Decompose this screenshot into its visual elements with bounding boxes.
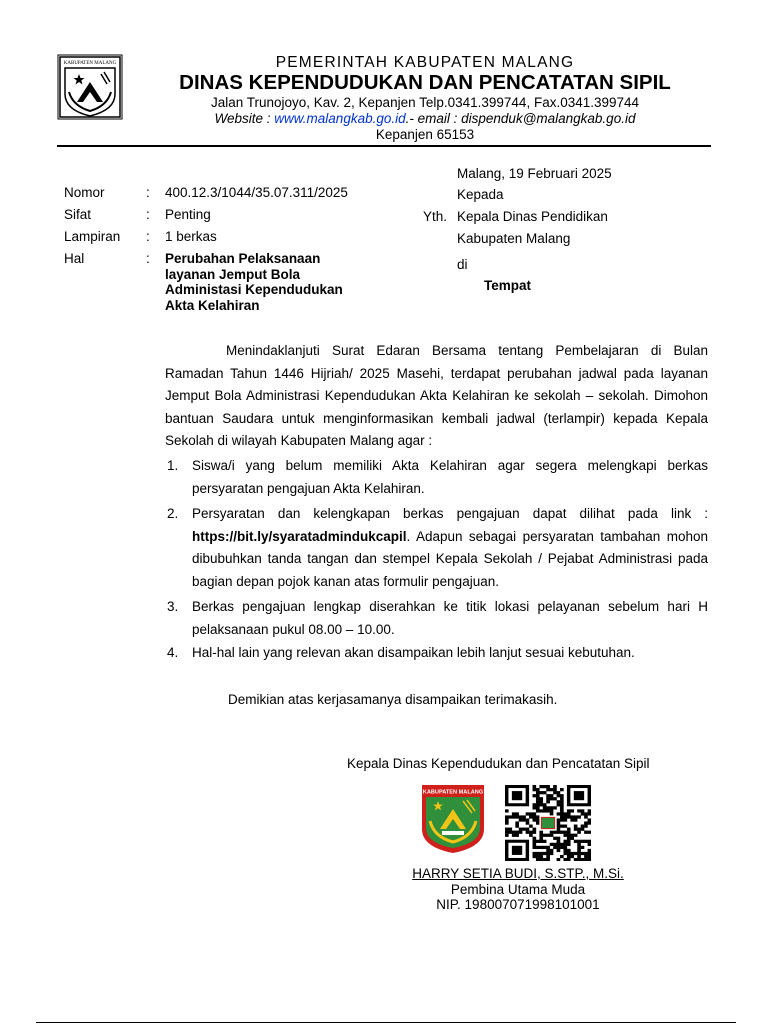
agency-name: DINAS KEPENDUDUKAN DAN PENCATATAN SIPIL xyxy=(179,71,671,94)
recipient-region: Kabupaten Malang xyxy=(457,231,571,246)
regency-emblem-logo xyxy=(57,54,123,120)
recipient-di: di xyxy=(457,257,468,272)
list-text: Hal-hal lain yang relevan akan disampaikan lebih lanjut sesuai kebutuhan. xyxy=(192,645,635,660)
list-text: Siswa/i yang belum memiliki Akta Kelahiran agar segera melengkapi berkas persyaratan pengajuan Akta Kelahiran. xyxy=(192,458,708,496)
requirements-link[interactable]: https://bit.ly/syaratadmindukcapil xyxy=(192,528,407,544)
agency-address: Jalan Trunojoyo, Kav. 2, Kepanjen Telp.0341.399744, Fax.0341.399744 xyxy=(210,95,640,110)
signatory-name: HARRY SETIA BUDI, S.STP., M.Si. xyxy=(412,866,624,881)
meta-value: 400.12.3/1044/35.07.311/2025 xyxy=(165,185,348,200)
qr-code xyxy=(505,785,591,861)
list-item xyxy=(165,455,708,500)
closing-sentence: Demikian atas kerjasamanya disampaikan terimakasih. xyxy=(228,692,558,707)
signatory-title: Kepala Dinas Kependudukan dan Pencatatan Sipil xyxy=(347,756,650,771)
meta-key: Nomor xyxy=(64,185,105,200)
emblem-caption: KABUPATEN MALANG xyxy=(422,789,484,796)
meta-colon: : xyxy=(146,185,150,200)
meta-key: Hal xyxy=(64,251,85,266)
meta-value: 1 berkas xyxy=(165,229,217,244)
list-number: 1. xyxy=(167,458,179,473)
list-item xyxy=(165,503,708,593)
letterhead-divider xyxy=(57,145,711,147)
list-text: Persyaratan dan kelengkapan berkas pengajuan dapat dilihat pada link : xyxy=(192,506,708,521)
list-text: Berkas pengajuan lengkap diserahkan ke titik lokasi pelayanan sebelum hari H pelaksanaan pukul 08.00 – 10.00. xyxy=(192,599,708,637)
list-number: 2. xyxy=(167,506,179,521)
list-item xyxy=(165,642,708,665)
list-text: . Adapun sebagai persyaratan tambahan mohon dibubuhkan tanda tangan dan stempel Kepala Sekolah / Pejabat Administrasi pada bagian depan pojok kanan atas formulir pengajuan. xyxy=(192,528,708,589)
meta-colon: : xyxy=(146,251,150,266)
city-postal: Kepanjen 65153 xyxy=(375,127,475,142)
emblem-caption: KABUPATEN MALANG xyxy=(63,61,117,66)
website-link[interactable]: www.malangkab.go.id xyxy=(274,111,406,126)
contact-line xyxy=(130,111,720,127)
meta-value: Penting xyxy=(165,207,211,222)
website-label: Website : xyxy=(214,111,275,126)
recipient-name: Kepala Dinas Pendidikan xyxy=(457,209,608,224)
meta-key: Sifat xyxy=(64,207,92,222)
recipient-honorific: Yth. xyxy=(423,209,448,224)
intro-paragraph: Menindaklanjuti Surat Edaran Bersama tentang Pembelajaran di Bulan Ramadan Tahun 1446 Hijriah/ 2025 Masehi, terdapat perubahan jadwal pada layanan Jemput Bola Administrasi Kependudukan Akta Kelahiran ke sekolah – sekolah. Dimohon bantuan Saudara untuk menginformasikan kembali jadwal (terlampir) kepada Kepala Sekolah di wilayah Kabupaten Malang agar : xyxy=(165,343,708,448)
signatory-nip: NIP. 198007071998101001 xyxy=(436,897,600,912)
list-number: 4. xyxy=(167,645,179,660)
list-item xyxy=(165,596,708,641)
requirements-list xyxy=(165,455,708,665)
regency-color-emblem xyxy=(420,783,486,855)
recipient-place: Tempat xyxy=(484,278,532,293)
subject-value: Perubahan Pelaksanaan layanan Jemput Bola Administasi Kependudukan Akta Kelahiran xyxy=(165,251,343,313)
meta-key: Lampiran xyxy=(64,229,121,244)
recipient-to: Kepada xyxy=(457,187,504,202)
signatory-block xyxy=(388,866,648,913)
letterhead xyxy=(130,54,720,143)
signatory-rank: Pembina Utama Muda xyxy=(450,881,586,897)
list-number: 3. xyxy=(167,599,179,614)
email-address[interactable]: dispenduk@malangkab.go.id xyxy=(461,111,636,126)
government-name: PEMERINTAH KABUPATEN MALANG xyxy=(275,54,575,71)
letter-date: Malang, 19 Februari 2025 xyxy=(457,166,612,181)
meta-colon: : xyxy=(146,229,150,244)
meta-colon: : xyxy=(146,207,150,222)
email-label: .- email : xyxy=(405,111,462,126)
footer-divider xyxy=(36,1022,736,1023)
